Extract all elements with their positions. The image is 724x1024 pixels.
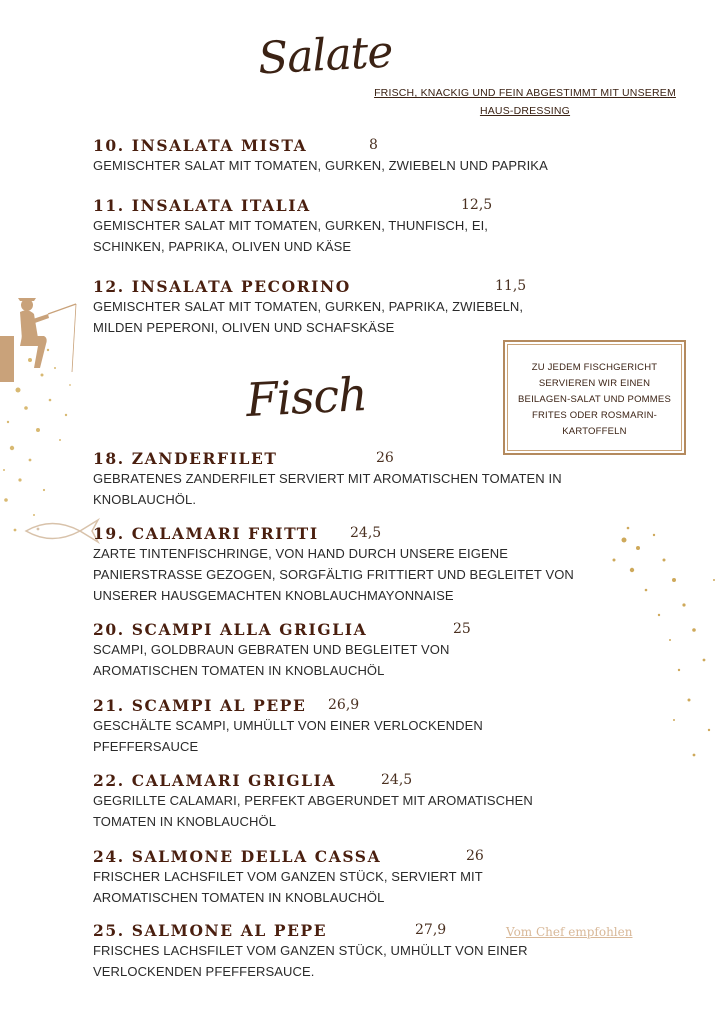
item-name: 25. SALMONE AL PEPE xyxy=(93,921,328,940)
salate-subtitle xyxy=(362,84,688,120)
salate-section-title: Salate xyxy=(256,26,394,85)
item-name: 22. CALAMARI GRIGLIA xyxy=(93,771,337,790)
gold-splatter-decoration xyxy=(604,520,724,780)
item-name: 20. SCAMPI ALLA GRIGLIA xyxy=(93,620,368,639)
fisherman-icon xyxy=(0,292,80,382)
item-name: 10. INSALATA MISTA xyxy=(93,136,308,155)
item-price: 11,5 xyxy=(495,278,527,294)
item-price: 25 xyxy=(453,621,471,637)
item-description: GEGRILLTE CALAMARI, PERFEKT ABGERUNDET MIT AROMATISCHEN TOMATEN IN KNOBLAUCHÖL xyxy=(93,793,533,829)
item-name: 21. SCAMPI AL PEPE xyxy=(93,696,307,715)
fisch-section-title: Fisch xyxy=(244,366,368,428)
item-name: 12. INSALATA PECORINO xyxy=(93,277,351,296)
item-description: GEBRATENES ZANDERFILET SERVIERT MIT AROMATISCHEN TOMATEN IN KNOBLAUCHÖL. xyxy=(93,471,562,507)
item-description: GEMISCHTER SALAT MIT TOMATEN, GURKEN, THUNFISCH, EI, SCHINKEN, PAPRIKA, OLIVEN UND KÄSE xyxy=(93,218,489,254)
item-price: 8 xyxy=(369,137,378,153)
item-description: GEMISCHTER SALAT MIT TOMATEN, GURKEN, ZWIEBELN UND PAPRIKA xyxy=(93,158,548,173)
item-name: 24. SALMONE DELLA CASSA xyxy=(93,847,382,866)
item-description: ZARTE TINTENFISCHRINGE, VON HAND DURCH UNSERE EIGENE PANIERSTRASSE GEZOGEN, SORGFÄLTIG FRITTIERT UND BEGLEITET VON UNSERER HAUSGEMACHTEN KNOBLAUCHMAYONNAISE xyxy=(93,546,574,603)
item-name: 11. INSALATA ITALIA xyxy=(93,196,311,215)
item-name: 18. ZANDERFILET xyxy=(93,449,278,468)
chef-recommendation-label: Vom Chef empfohlen xyxy=(506,925,633,939)
item-price: 26,9 xyxy=(328,697,360,713)
item-price: 26 xyxy=(376,450,394,466)
side-dish-note-box xyxy=(503,340,686,455)
item-price: 12,5 xyxy=(461,197,493,213)
item-price: 24,5 xyxy=(381,772,413,788)
item-description: FRISCHER LACHSFILET VOM GANZEN STÜCK, SERVIERT MIT AROMATISCHEN TOMATEN IN KNOBLAUCHÖL xyxy=(93,869,483,905)
item-price: 27,9 xyxy=(415,922,447,938)
salate-subtitle-line2: HAUS-DRESSING xyxy=(479,105,571,117)
side-dish-note-text: ZU JEDEM FISCHGERICHT SERVIEREN WIR EINEN BEILAGEN-SALAT UND POMMES FRITES ODER ROSMARIN-KARTOFFELN xyxy=(518,362,671,437)
item-description: GEMISCHTER SALAT MIT TOMATEN, GURKEN, PAPRIKA, ZWIEBELN, MILDEN PEPERONI, OLIVEN UND SCHAFSKÄSE xyxy=(93,299,524,335)
item-description: GESCHÄLTE SCAMPI, UMHÜLLT VON EINER VERLOCKENDEN PFEFFERSAUCE xyxy=(93,718,483,754)
salate-subtitle-line1: FRISCH, KNACKIG UND FEIN ABGESTIMMT MIT UNSEREM xyxy=(374,87,676,99)
item-price: 26 xyxy=(466,848,484,864)
item-price: 24,5 xyxy=(350,525,382,541)
item-name: 19. CALAMARI FRITTI xyxy=(93,524,319,543)
item-description: SCAMPI, GOLDBRAUN GEBRATEN UND BEGLEITET VON AROMATISCHEN TOMATEN IN KNOBLAUCHÖL xyxy=(93,642,450,678)
item-description: FRISCHES LACHSFILET VOM GANZEN STÜCK, UMHÜLLT VON EINER VERLOCKENDEN PFEFFERSAUCE. xyxy=(93,943,528,979)
fish-outline-icon xyxy=(22,514,102,548)
